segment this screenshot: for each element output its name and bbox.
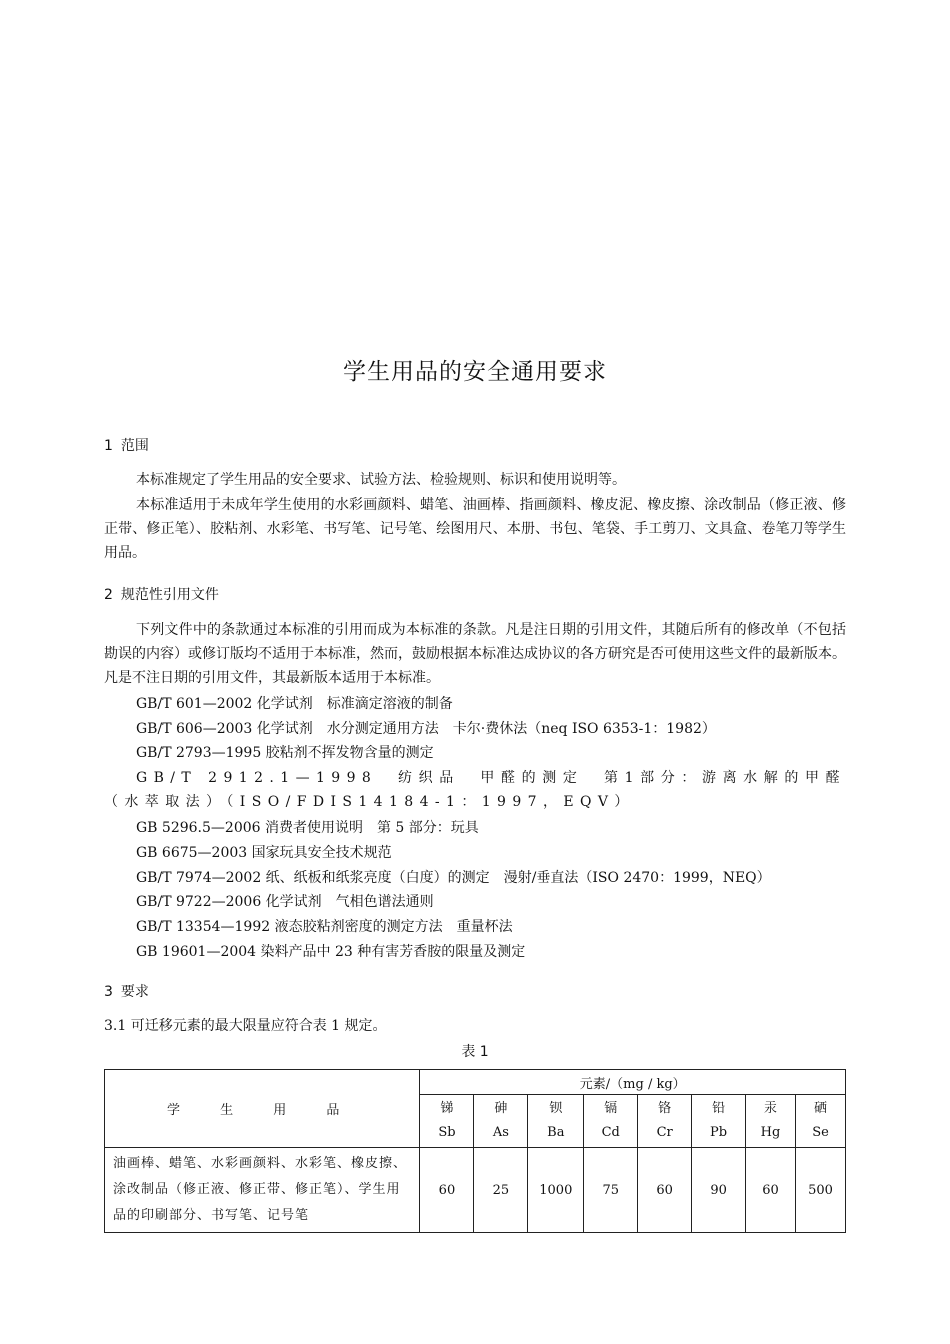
section-number: 1 — [104, 438, 113, 454]
product-cell: 油画棒、蜡笔、水彩画颜料、水彩笔、橡皮擦、涂改制品（修正液、修正带、修正笔）、学生用品的印刷部分、书写笔、记号笔 — [105, 1148, 420, 1233]
normative-references-intro: 下列文件中的条款通过本标准的引用而成为本标准的条款。凡是注日期的引用文件，其随后所有的修改单（不包括勘误的内容）或修订版均不适用于本标准，然而，鼓励根据本标准达成协议的各方研究是否可使用这些文件的最新版本。凡是不注日期的引用文件，其最新版本适用于本标准。 — [104, 622, 846, 686]
reference-item: GB/T 13354—1992 液态胶粘剂密度的测定方法 重量杯法 — [136, 919, 513, 935]
element-header: 铬 Cr — [638, 1095, 692, 1148]
element-header: 硒 Se — [795, 1095, 845, 1148]
element-header: 钡 Ba — [528, 1095, 584, 1148]
element-header: 铅 Pb — [692, 1095, 746, 1148]
reference-item: GB/T 606—2003 化学试剂 水分测定通用方法 卡尔·费休法（neq ISO 6353-1：1982） — [136, 721, 716, 737]
section-title: 规范性引用文件 — [120, 587, 219, 603]
section-title: 要求 — [120, 984, 149, 1000]
element-limits-table — [104, 1069, 846, 1233]
value-cell: 75 — [584, 1148, 638, 1233]
reference-item: GB 6675—2003 国家玩具安全技术规范 — [136, 845, 392, 861]
unit-header: 元素/（mg / kg） — [420, 1070, 846, 1095]
element-header: 镉 Cd — [584, 1095, 638, 1148]
section-number: 2 — [104, 587, 113, 603]
element-header: 砷 As — [474, 1095, 528, 1148]
value-cell: 1000 — [528, 1148, 584, 1233]
value-cell: 60 — [638, 1148, 692, 1233]
element-header: 汞 Hg — [746, 1095, 796, 1148]
value-cell: 90 — [692, 1148, 746, 1233]
value-cell: 60 — [746, 1148, 796, 1233]
section-3-heading — [104, 982, 149, 1002]
element-header: 锑 Sb — [420, 1095, 474, 1148]
scope-paragraph-2: 本标准适用于未成年学生使用的水彩画颜料、蜡笔、油画棒、指画颜料、橡皮泥、橡皮擦、涂改制品（修正液、修正带、修正笔）、胶粘剂、水彩笔、书写笔、记号笔、绘图用尺、本册、书包、笔袋、手工剪刀、文具盒、卷笔刀等学生用品。 — [104, 497, 846, 561]
section-1-heading — [104, 436, 149, 456]
reference-item: GB 5296.5—2006 消费者使用说明 第 5 部分：玩具 — [136, 820, 479, 836]
section-title: 范围 — [120, 438, 149, 454]
reference-item: GB/T 2793—1995 胶粘剂不挥发物含量的测定 — [136, 745, 434, 761]
table-row — [105, 1148, 846, 1233]
section-2-heading — [104, 585, 219, 605]
reference-item: GB/T 2912.1—1998 纺织品 甲醛的测定 第1部分：游离水解的甲醛（水萃取法）（ISO/FDIS14184-1：1997，EQV） — [104, 770, 846, 810]
value-cell: 500 — [795, 1148, 845, 1233]
document-title: 学生用品的安全通用要求 — [343, 359, 607, 385]
reference-item: GB/T 9722—2006 化学试剂 气相色谱法通则 — [136, 894, 434, 910]
clause-3-1: 3.1 可迁移元素的最大限量应符合表 1 规定。 — [104, 1018, 387, 1034]
table-caption: 表 1 — [461, 1044, 489, 1060]
reference-item: GB/T 601—2002 化学试剂 标准滴定溶液的制备 — [136, 696, 453, 712]
scope-paragraph-1: 本标准规定了学生用品的安全要求、试验方法、检验规则、标识和使用说明等。 — [136, 472, 626, 488]
reference-item: GB/T 7974—2002 纸、纸板和纸浆亮度（白度）的测定 漫射/垂直法（ISO 2470：1999，NEQ） — [136, 870, 771, 886]
reference-item: GB 19601—2004 染料产品中 23 种有害芳香胺的限量及测定 — [136, 944, 526, 960]
value-cell: 25 — [474, 1148, 528, 1233]
section-number: 3 — [104, 984, 113, 1000]
value-cell: 60 — [420, 1148, 474, 1233]
product-column-header: 学 生 用 品 — [105, 1070, 420, 1148]
